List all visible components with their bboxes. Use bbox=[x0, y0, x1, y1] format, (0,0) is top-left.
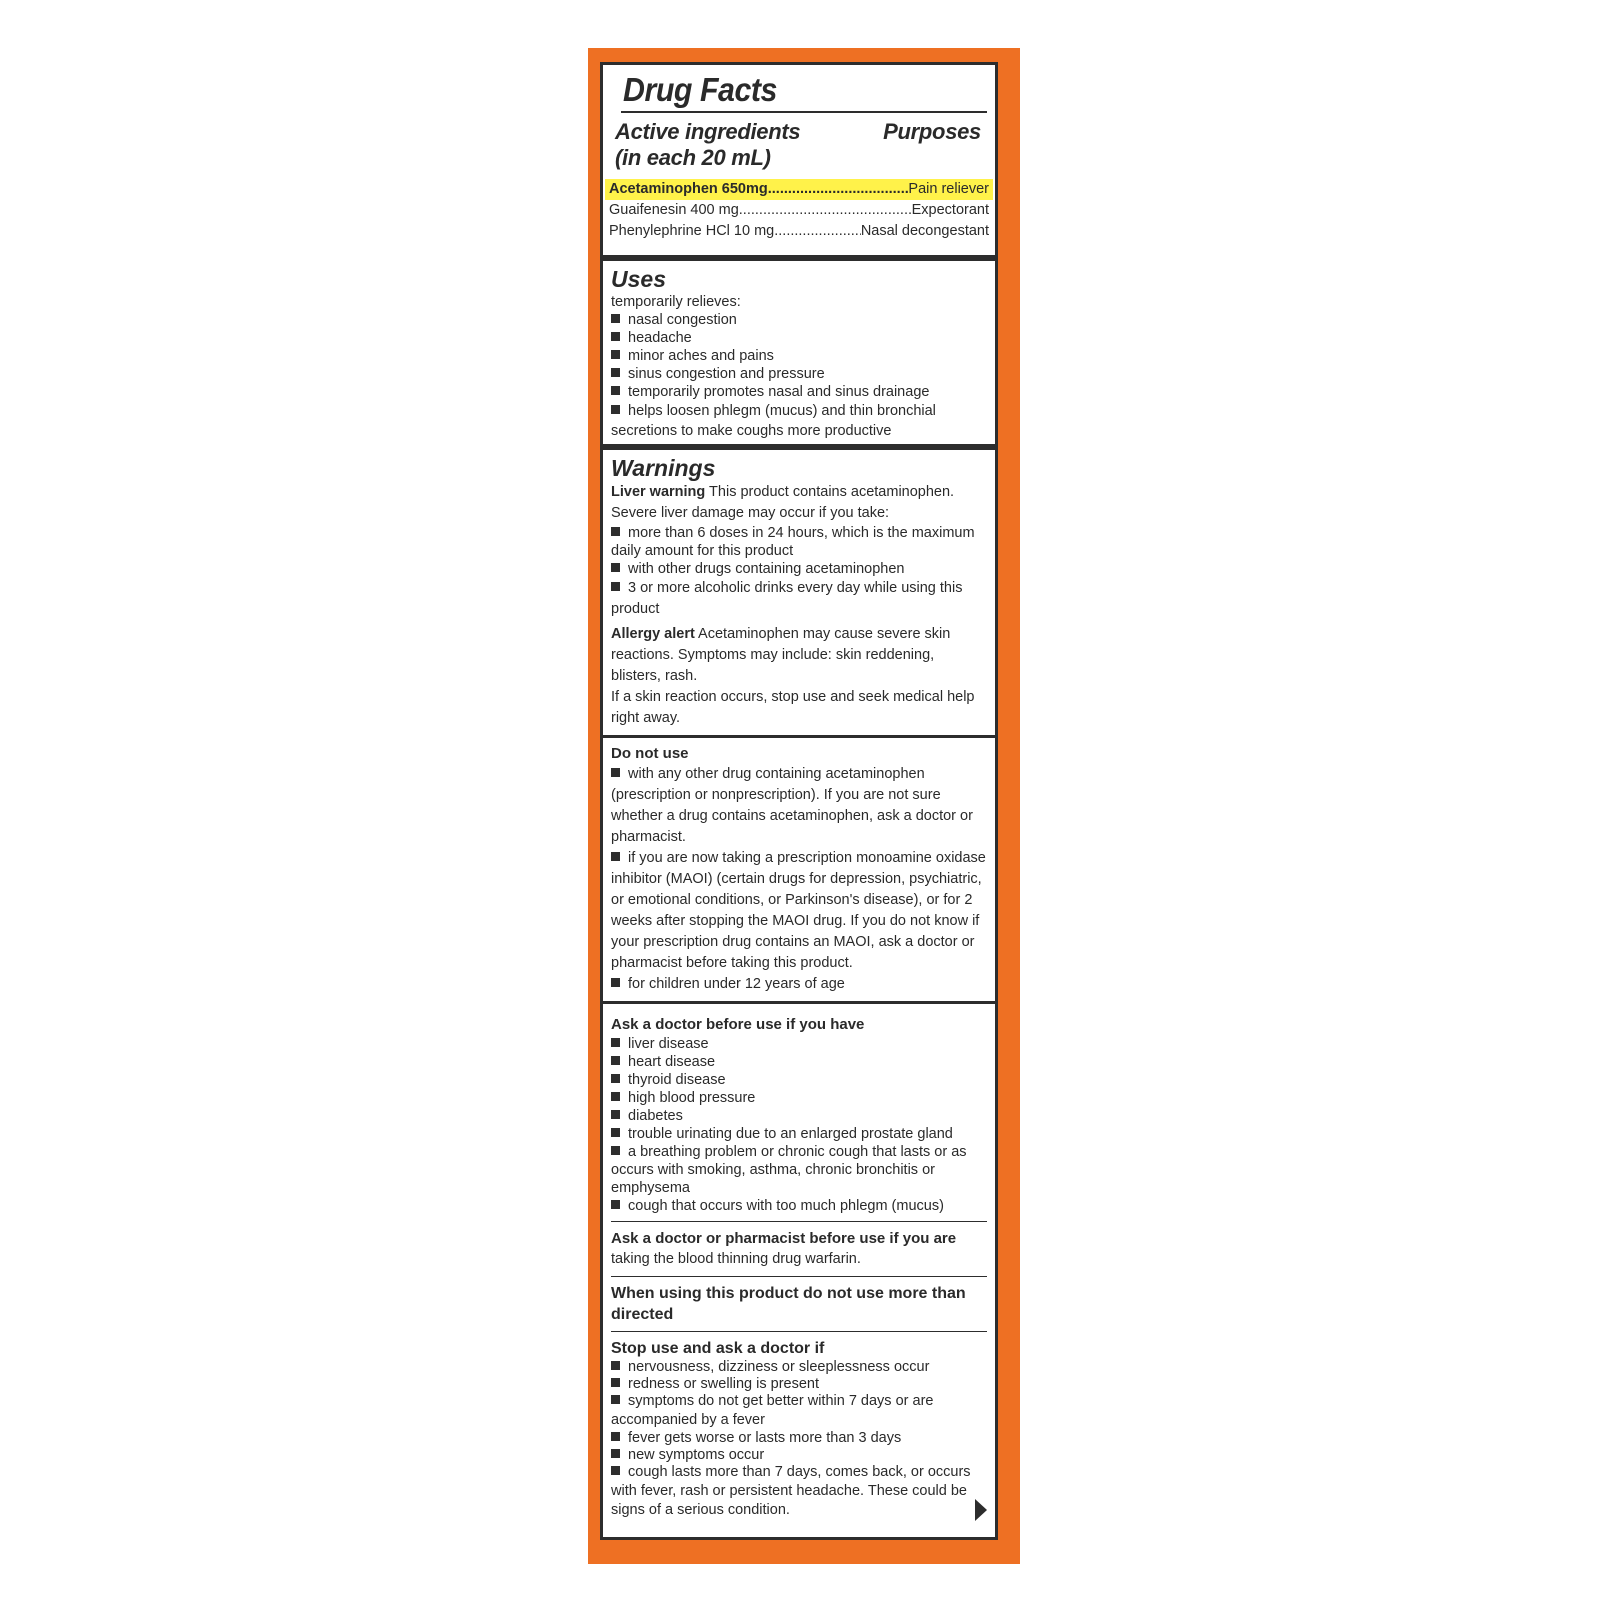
list-item: minor aches and pains bbox=[611, 347, 987, 365]
list-item: a breathing problem or chronic cough that lasts or as occurs with smoking, asthma, chronic bronchitis or emphysema bbox=[611, 1144, 967, 1196]
section-divider bbox=[611, 1276, 987, 1277]
liver-warning-list bbox=[611, 524, 987, 620]
purposes-heading: Purposes bbox=[883, 119, 981, 144]
ingredient-row bbox=[605, 179, 993, 200]
bullet-square-icon bbox=[611, 386, 620, 395]
liver-warning: Liver warning This product contains acetaminophen. bbox=[611, 484, 955, 500]
active-ingredients-heading: Active ingredients bbox=[615, 119, 801, 144]
bullet-square-icon bbox=[611, 332, 620, 341]
allergy-alert-followup: If a skin reaction occurs, stop use and seek medical help right away. bbox=[611, 689, 975, 726]
list-item: with any other drug containing acetaminophen (prescription or nonprescription). If you are not sure whether a drug contains acetaminophen, ask a doctor or pharmacist. bbox=[611, 766, 973, 845]
list-item: diabetes bbox=[611, 1107, 987, 1125]
bullet-square-icon bbox=[611, 582, 620, 591]
list-item: cough lasts more than 7 days, comes back, or occurs with fever, rash or persistent headache. These could be signs of a serious condition. bbox=[611, 1464, 971, 1518]
bullet-square-icon bbox=[611, 768, 620, 777]
bullet-square-icon bbox=[611, 405, 620, 414]
bullet-square-icon bbox=[611, 1395, 620, 1404]
list-item: if you are now taking a prescription monoamine oxidase inhibitor (MAOI) (certain drugs for depression, psychiatric, or emotional conditions, or Parkinson's disease), or for 2 weeks after stopping the MAOI drug. If you do not know if your prescription drug contains an MAOI, ask a doctor or pharmacist before taking this product. bbox=[611, 850, 986, 971]
list-item: cough that occurs with too much phlegm (mucus) bbox=[611, 1197, 987, 1215]
bullet-square-icon bbox=[611, 1449, 620, 1458]
bullet-square-icon bbox=[611, 1092, 620, 1101]
list-item: fever gets worse or lasts more than 3 days bbox=[611, 1430, 987, 1447]
bullet-square-icon bbox=[611, 563, 620, 572]
ingredient-row bbox=[605, 221, 993, 242]
uses-intro: temporarily relieves: bbox=[611, 294, 741, 310]
bullet-square-icon bbox=[611, 314, 620, 323]
uses-list bbox=[611, 311, 987, 441]
bullet-square-icon bbox=[611, 1361, 620, 1370]
continue-arrow-icon bbox=[975, 1499, 987, 1521]
product-box bbox=[588, 48, 1020, 1564]
list-item: for children under 12 years of age bbox=[611, 974, 987, 995]
list-item: new symptoms occur bbox=[611, 1447, 987, 1464]
list-item: high blood pressure bbox=[611, 1089, 987, 1107]
ask-doctor-list bbox=[611, 1035, 987, 1215]
bullet-square-icon bbox=[611, 1110, 620, 1119]
bullet-square-icon bbox=[611, 368, 620, 377]
ask-doctor-heading: Ask a doctor before use if you have bbox=[611, 1016, 865, 1033]
drug-facts-label bbox=[600, 62, 998, 1540]
bullet-square-icon bbox=[611, 978, 620, 987]
bullet-square-icon bbox=[611, 852, 620, 861]
ask-pharmacist-heading: Ask a doctor or pharmacist before use if you are bbox=[611, 1230, 957, 1247]
list-item: nervousness, dizziness or sleeplessness occur bbox=[611, 1359, 987, 1376]
ask-pharmacist-text: taking the blood thinning drug warfarin. bbox=[611, 1251, 861, 1267]
section-divider bbox=[611, 1221, 987, 1222]
list-item: trouble urinating due to an enlarged prostate gland bbox=[611, 1125, 987, 1143]
list-item: nasal congestion bbox=[611, 311, 987, 329]
bullet-square-icon bbox=[611, 527, 620, 536]
ingredient-name: Guaifenesin 400 mg bbox=[609, 202, 739, 218]
allergy-alert: Allergy alert Acetaminophen may cause severe skin reactions. Symptoms may include: skin reddening, blisters, rash. bbox=[611, 626, 951, 684]
bullet-square-icon bbox=[611, 350, 620, 359]
bullet-square-icon bbox=[611, 1200, 620, 1209]
list-item: heart disease bbox=[611, 1053, 987, 1071]
bullet-square-icon bbox=[611, 1432, 620, 1441]
drug-facts-title: Drug Facts bbox=[623, 71, 777, 108]
list-item: symptoms do not get better within 7 days or are accompanied by a fever bbox=[611, 1393, 934, 1428]
list-item: helps loosen phlegm (mucus) and thin bronchial secretions to make coughs more productive bbox=[611, 403, 936, 439]
bullet-square-icon bbox=[611, 1038, 620, 1047]
list-item: sinus congestion and pressure bbox=[611, 365, 987, 383]
list-item: 3 or more alcoholic drinks every day while using this product bbox=[611, 580, 963, 617]
active-ingredients-subheading: (in each 20 mL) bbox=[615, 145, 771, 170]
list-item: more than 6 doses in 24 hours, which is the maximum daily amount for this product bbox=[611, 525, 975, 559]
ingredients-header bbox=[611, 119, 987, 171]
uses-panel bbox=[603, 261, 995, 444]
ingredient-row bbox=[605, 200, 993, 221]
section-divider bbox=[611, 1331, 987, 1332]
list-item: headache bbox=[611, 329, 987, 347]
ingredient-name: Acetaminophen 650mg bbox=[609, 181, 768, 197]
stop-use-list bbox=[611, 1359, 987, 1520]
liver-warning-intro: Severe liver damage may occur if you take: bbox=[611, 505, 890, 521]
bullet-square-icon bbox=[611, 1056, 620, 1065]
uses-title: Uses bbox=[611, 266, 666, 292]
list-item: temporarily promotes nasal and sinus drainage bbox=[611, 383, 987, 401]
stop-use-heading: Stop use and ask a doctor if bbox=[611, 1340, 825, 1357]
ingredient-purpose: Pain reliever bbox=[908, 181, 989, 197]
do-not-use-list bbox=[611, 764, 987, 995]
list-item: liver disease bbox=[611, 1035, 987, 1053]
ingredient-name: Phenylephrine HCl 10 mg bbox=[609, 223, 775, 239]
ingredient-purpose: Expectorant bbox=[911, 202, 989, 218]
warnings-title: Warnings bbox=[611, 455, 716, 481]
active-ingredients-panel bbox=[603, 65, 995, 255]
list-item: redness or swelling is present bbox=[611, 1376, 987, 1393]
bullet-square-icon bbox=[611, 1128, 620, 1137]
bullet-square-icon bbox=[611, 1074, 620, 1083]
bullet-square-icon bbox=[611, 1466, 620, 1475]
list-item: thyroid disease bbox=[611, 1071, 987, 1089]
bullet-square-icon bbox=[611, 1146, 620, 1155]
do-not-use-heading: Do not use bbox=[611, 745, 689, 762]
title-rule bbox=[621, 111, 987, 113]
ingredient-purpose: Nasal decongestant bbox=[860, 223, 989, 239]
warnings-panel bbox=[603, 450, 995, 1537]
bullet-square-icon bbox=[611, 1378, 620, 1387]
list-item: with other drugs containing acetaminophen bbox=[611, 560, 987, 578]
when-using-heading: When using this product do not use more than directed bbox=[611, 1285, 966, 1323]
